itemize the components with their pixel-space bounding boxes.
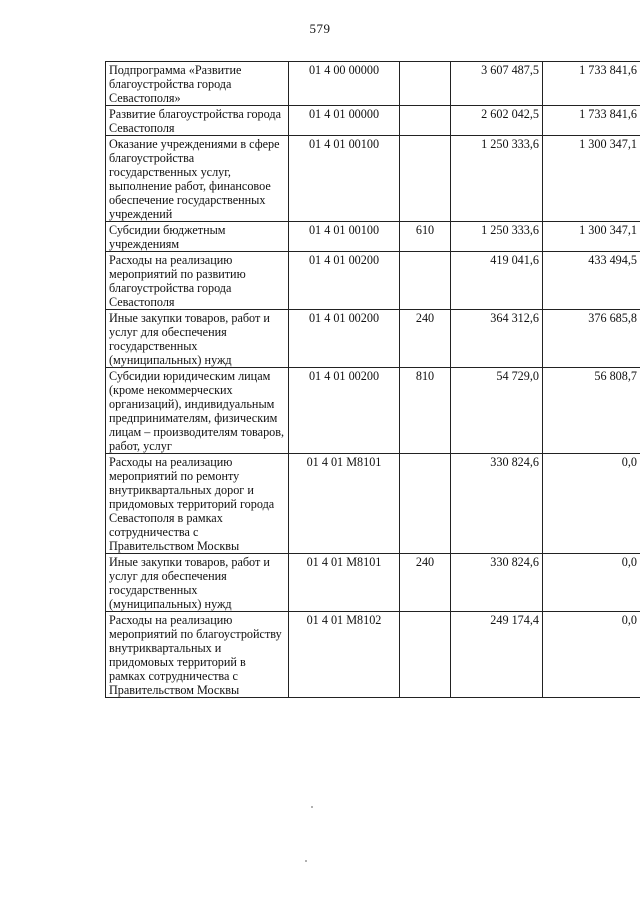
table-row bbox=[106, 62, 640, 106]
row-amount-2: 56 808,7 bbox=[543, 368, 640, 454]
table-row bbox=[106, 136, 640, 222]
row-amount-1: 1 250 333,6 bbox=[451, 136, 543, 222]
row-amount-1: 54 729,0 bbox=[451, 368, 543, 454]
table-row bbox=[106, 310, 640, 368]
table-row bbox=[106, 554, 640, 612]
row-code: 01 4 01 00100 bbox=[289, 222, 400, 252]
row-expense-type: 240 bbox=[400, 554, 451, 612]
row-amount-2: 1 733 841,6 bbox=[543, 62, 640, 106]
row-name: Иные закупки товаров, работ и услуг для обеспечения государственных (муниципальных) нужд bbox=[106, 554, 289, 612]
page-number: 579 bbox=[309, 21, 331, 36]
row-code: 01 4 01 М8101 bbox=[289, 554, 400, 612]
budget-table bbox=[105, 61, 640, 698]
row-amount-1: 330 824,6 bbox=[451, 554, 543, 612]
row-name: Развитие благоустройства города Севастополя bbox=[106, 106, 289, 136]
row-name: Расходы на реализацию мероприятий по развитию благоустройства города Севастополя bbox=[106, 252, 289, 310]
row-code: 01 4 01 00200 bbox=[289, 368, 400, 454]
row-expense-type bbox=[400, 454, 451, 554]
row-amount-2: 1 300 347,1 bbox=[543, 136, 640, 222]
row-expense-type: 240 bbox=[400, 310, 451, 368]
row-code: 01 4 01 00200 bbox=[289, 252, 400, 310]
row-code: 01 4 01 М8101 bbox=[289, 454, 400, 554]
row-amount-2: 433 494,5 bbox=[543, 252, 640, 310]
row-name: Субсидии юридическим лицам (кроме некоммерческих организаций), индивидуальным предпринимателям, физическим лицам – производителям товаров, работ, услуг bbox=[106, 368, 289, 454]
row-expense-type bbox=[400, 62, 451, 106]
row-expense-type: 610 bbox=[400, 222, 451, 252]
row-code: 01 4 01 00000 bbox=[289, 106, 400, 136]
row-expense-type bbox=[400, 252, 451, 310]
scan-speck bbox=[305, 860, 307, 862]
row-code: 01 4 01 00100 bbox=[289, 136, 400, 222]
scan-speck bbox=[311, 806, 313, 808]
table-row bbox=[106, 222, 640, 252]
row-code: 01 4 01 00200 bbox=[289, 310, 400, 368]
row-amount-1: 419 041,6 bbox=[451, 252, 543, 310]
row-expense-type bbox=[400, 106, 451, 136]
row-amount-2: 0,0 bbox=[543, 612, 640, 698]
row-name: Оказание учреждениями в сфере благоустройства государственных услуг, выполнение работ, финансовое обеспечение государственных учреждений bbox=[106, 136, 289, 222]
row-amount-2: 1 300 347,1 bbox=[543, 222, 640, 252]
row-amount-1: 330 824,6 bbox=[451, 454, 543, 554]
row-amount-1: 1 250 333,6 bbox=[451, 222, 543, 252]
row-amount-2: 0,0 bbox=[543, 554, 640, 612]
row-amount-2: 0,0 bbox=[543, 454, 640, 554]
row-amount-1: 3 607 487,5 bbox=[451, 62, 543, 106]
row-amount-1: 249 174,4 bbox=[451, 612, 543, 698]
row-name: Иные закупки товаров, работ и услуг для обеспечения государственных (муниципальных) нужд bbox=[106, 310, 289, 368]
row-amount-2: 376 685,8 bbox=[543, 310, 640, 368]
row-name: Расходы на реализацию мероприятий по ремонту внутриквартальных дорог и придомовых территорий города Севастополя в рамках сотрудничества с Правительством Москвы bbox=[106, 454, 289, 554]
row-amount-1: 2 602 042,5 bbox=[451, 106, 543, 136]
row-code: 01 4 01 М8102 bbox=[289, 612, 400, 698]
table-row bbox=[106, 612, 640, 698]
table-row bbox=[106, 368, 640, 454]
row-name: Подпрограмма «Развитие благоустройства города Севастополя» bbox=[106, 62, 289, 106]
row-amount-2: 1 733 841,6 bbox=[543, 106, 640, 136]
table-row bbox=[106, 454, 640, 554]
row-expense-type: 810 bbox=[400, 368, 451, 454]
row-amount-1: 364 312,6 bbox=[451, 310, 543, 368]
row-name: Расходы на реализацию мероприятий по благоустройству внутриквартальных и придомовых территорий в рамках сотрудничества с Правительством Москвы bbox=[106, 612, 289, 698]
table-row bbox=[106, 106, 640, 136]
row-expense-type bbox=[400, 612, 451, 698]
row-code: 01 4 00 00000 bbox=[289, 62, 400, 106]
table-row bbox=[106, 252, 640, 310]
row-expense-type bbox=[400, 136, 451, 222]
row-name: Субсидии бюджетным учреждениям bbox=[106, 222, 289, 252]
